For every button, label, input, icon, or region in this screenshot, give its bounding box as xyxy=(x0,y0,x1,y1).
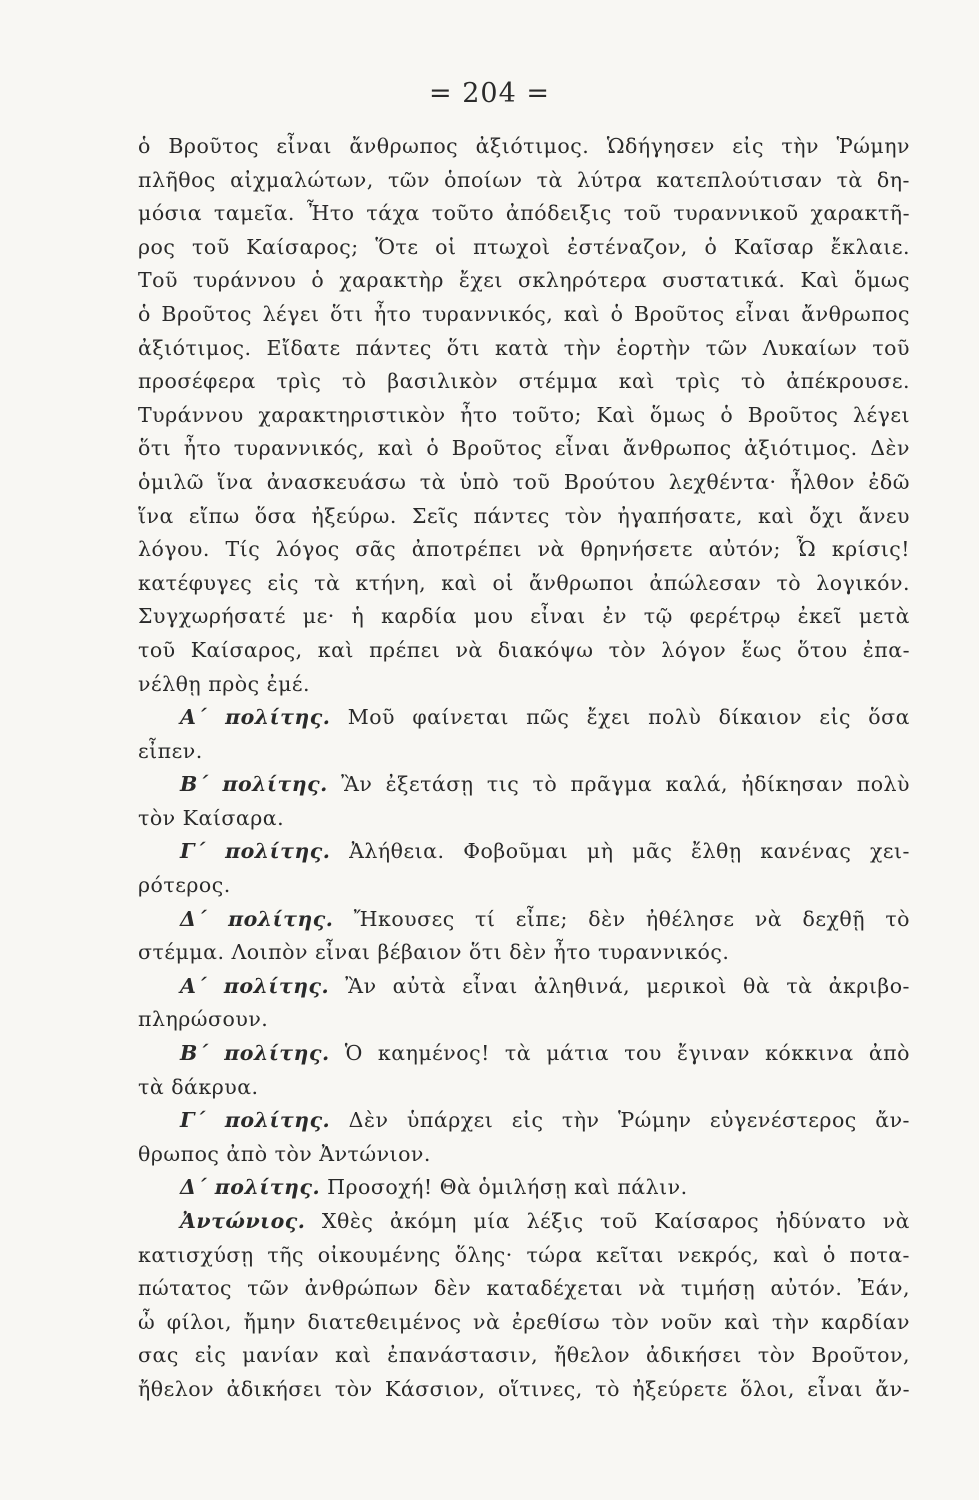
line-text: σας εἰς μανίαν καὶ ἐπανάστασιν, ἤθελον ἀδικήσει τὸν Βροῦτον, xyxy=(138,1343,910,1368)
text-line xyxy=(138,533,910,567)
line-text: Ἂν ἐξετάσῃ τις τὸ πρᾶγμα καλά, ἠδίκησαν πολὺ xyxy=(341,772,910,797)
line-text: Ὁ καημένος! τὰ μάτια του ἔγιναν κόκκινα ἀπὸ xyxy=(344,1041,910,1066)
text-line xyxy=(138,130,910,164)
line-text: Δὲν ὑπάρχει εἰς τὴν Ῥώμην εὐγενέστερος ἄν- xyxy=(348,1108,910,1133)
text-line xyxy=(138,332,910,366)
line-text: πώτατος τῶν ἀνθρώπων δὲν καταδέχεται νὰ τιμήσῃ αὐτόν. Ἐάν, xyxy=(138,1276,910,1301)
page-text xyxy=(138,130,910,1407)
line-text: κατισχύσῃ τῆς οἰκουμένης ὅλης· τώρα κεῖται νεκρός, καὶ ὁ ποτα- xyxy=(138,1242,910,1267)
speaker-name: Ἀντώνιος. xyxy=(180,1209,306,1233)
line-text: ὁ Βροῦτος λέγει ὅτι ἦτο τυραννικός, καὶ ὁ Βροῦτος εἶναι ἄνθρωπος xyxy=(138,301,910,326)
line-text: ὅτι ἦτο τυραννικός, καὶ ὁ Βροῦτος εἶναι ἄνθρωπος ἀξιότιμος. Δὲν xyxy=(138,436,910,461)
line-text: τοῦ Καίσαρος, καὶ πρέπει νὰ διακόψω τὸν λόγον ἕως ὅτου ἐπα- xyxy=(138,637,910,662)
text-line xyxy=(138,298,910,332)
speaker-name: Β΄ πολίτης. xyxy=(180,1041,330,1066)
line-text: ρότερος. xyxy=(138,873,231,898)
text-line xyxy=(138,1373,910,1407)
speaker-line xyxy=(138,970,910,1004)
text-line xyxy=(138,164,910,198)
line-text: κατέφυγες εἰς τὰ κτήνη, καὶ οἱ ἄνθρωποι ἀπώλεσαν τὸ λογικόν. xyxy=(138,570,910,595)
text-line xyxy=(138,735,910,769)
speaker-line xyxy=(138,835,910,869)
line-text: Ἂν αὐτὰ εἶναι ἀληθινά, μερικοὶ θὰ τὰ ἀκριβο- xyxy=(345,973,910,998)
text-line xyxy=(138,1239,910,1273)
speaker-line xyxy=(138,903,910,937)
text-line xyxy=(138,264,910,298)
text-line xyxy=(138,432,910,466)
page-number: = 204 = xyxy=(429,78,550,109)
line-text: Ἀλήθεια. Φοβοῦμαι μὴ μᾶς ἔλθῃ κανένας χει- xyxy=(349,839,910,864)
line-text: τὸν Καίσαρα. xyxy=(138,805,285,830)
text-line xyxy=(138,634,910,668)
line-text: ἀξιότιμος. Εἴδατε πάντες ὅτι κατὰ τὴν ἑορτὴν τῶν Λυκαίων τοῦ xyxy=(138,335,910,360)
line-text: ρος τοῦ Καίσαρος; Ὅτε οἱ πτωχοὶ ἐστέναζον, ὁ Καῖσαρ ἔκλαιε. xyxy=(138,234,910,259)
text-line xyxy=(138,1138,910,1172)
speaker-line xyxy=(138,701,910,735)
line-text: Τυράννου χαρακτηριστικὸν ἦτο τοῦτο; Καὶ ὅμως ὁ Βροῦτος λέγει xyxy=(138,402,910,427)
line-text: Μοῦ φαίνεται πῶς ἔχει πολὺ δίκαιον εἰς ὅσα xyxy=(347,705,910,730)
text-line xyxy=(138,936,910,970)
speaker-name: Δ΄ πολίτης. xyxy=(180,906,334,931)
speaker-line xyxy=(138,1037,910,1071)
line-text: Τοῦ τυράννου ὁ χαρακτὴρ ἔχει σκληρότερα συστατικά. Καὶ ὅμως xyxy=(138,268,910,293)
line-text: Χθὲς ἀκόμη μία λέξις τοῦ Καίσαρος ἠδύνατο νὰ xyxy=(321,1209,910,1233)
speaker-line xyxy=(138,768,910,802)
speaker-name: Γ΄ πολίτης. xyxy=(180,839,331,864)
speaker-name: Β΄ πολίτης. xyxy=(180,772,328,797)
line-text: εἶπεν. xyxy=(138,738,203,763)
line-text: ἤθελον ἀδικήσει τὸν Κάσσιον, οἵτινες, τὸ ἠξεύρετε ὅλοι, εἶναι ἄν- xyxy=(138,1376,910,1401)
text-line xyxy=(138,466,910,500)
text-line xyxy=(138,197,910,231)
text-line xyxy=(138,600,910,634)
text-line xyxy=(138,1003,910,1037)
line-text: προσέφερα τρὶς τὸ βασιλικὸν στέμμα καὶ τρὶς τὸ ἀπέκρουσε. xyxy=(138,369,910,394)
text-line xyxy=(138,1339,910,1373)
line-text: μόσια ταμεῖα. Ἦτο τάχα τοῦτο ἀπόδειξις τοῦ τυραννικοῦ χαρακτῆ- xyxy=(138,201,910,226)
line-text: νέλθῃ πρὸς ἐμέ. xyxy=(138,671,311,696)
line-text: Ἤκουσες τί εἶπε; δὲν ἠθέλησε νὰ δεχθῇ τὸ xyxy=(353,906,910,931)
line-text: λόγου. Τίς λόγος σᾶς ἀποτρέπει νὰ θρηνήσετε αὐτόν; Ὦ κρίσις! xyxy=(138,537,910,562)
text-line xyxy=(138,231,910,265)
text-line xyxy=(138,365,910,399)
text-line xyxy=(138,869,910,903)
line-text: ὁ Βροῦτος εἶναι ἄνθρωπος ἀξιότιμος. Ὡδήγησεν εἰς τὴν Ῥώμην xyxy=(138,134,910,158)
line-text: Συγχωρήσατέ με· ἡ καρδία μου εἶναι ἐν τῷ φερέτρῳ ἐκεῖ μετὰ xyxy=(138,604,910,629)
speaker-name: Α΄ πολίτης. xyxy=(180,973,330,998)
text-line xyxy=(138,1306,910,1340)
text-line xyxy=(138,500,910,534)
speaker-name: Γ΄ πολίτης. xyxy=(180,1108,331,1133)
speaker-line xyxy=(138,1205,910,1239)
text-line xyxy=(138,1071,910,1105)
text-line xyxy=(138,399,910,433)
line-text: πλῆθος αἰχμαλώτων, τῶν ὁποίων τὰ λύτρα κατεπλούτισαν τὰ δη- xyxy=(138,167,910,192)
text-line xyxy=(138,567,910,601)
line-text: ὁμιλῶ ἵνα ἀνασκευάσω τὰ ὑπὸ τοῦ Βρούτου λεχθέντα· ἦλθον ἐδῶ xyxy=(138,469,910,494)
line-text: Προσοχή! Θὰ ὁμιλήσῃ καὶ πάλιν. xyxy=(327,1175,688,1200)
line-text: τὰ δάκρυα. xyxy=(138,1074,259,1099)
text-line xyxy=(138,1272,910,1306)
line-text: θρωπος ἀπὸ τὸν Ἀντώνιον. xyxy=(138,1141,431,1166)
line-text: πληρώσουν. xyxy=(138,1007,269,1032)
line-text: ἵνα εἴπω ὅσα ἠξεύρω. Σεῖς πάντες τὸν ἠγαπήσατε, καὶ ὄχι ἄνευ xyxy=(138,503,910,528)
speaker-line xyxy=(138,1171,910,1205)
speaker-name: Α΄ πολίτης. xyxy=(180,705,331,730)
text-line xyxy=(138,802,910,836)
speaker-line xyxy=(138,1104,910,1138)
line-text: ὦ φίλοι, ἤμην διατεθειμένος νὰ ἐρεθίσω τὸν νοῦν καὶ τὴν καρδίαν xyxy=(138,1309,910,1334)
line-text: στέμμα. Λοιπὸν εἶναι βέβαιον ὅτι δὲν ἦτο τυραννικός. xyxy=(138,940,730,965)
speaker-name: Δ΄ πολίτης. xyxy=(180,1175,321,1200)
text-line xyxy=(138,668,910,702)
